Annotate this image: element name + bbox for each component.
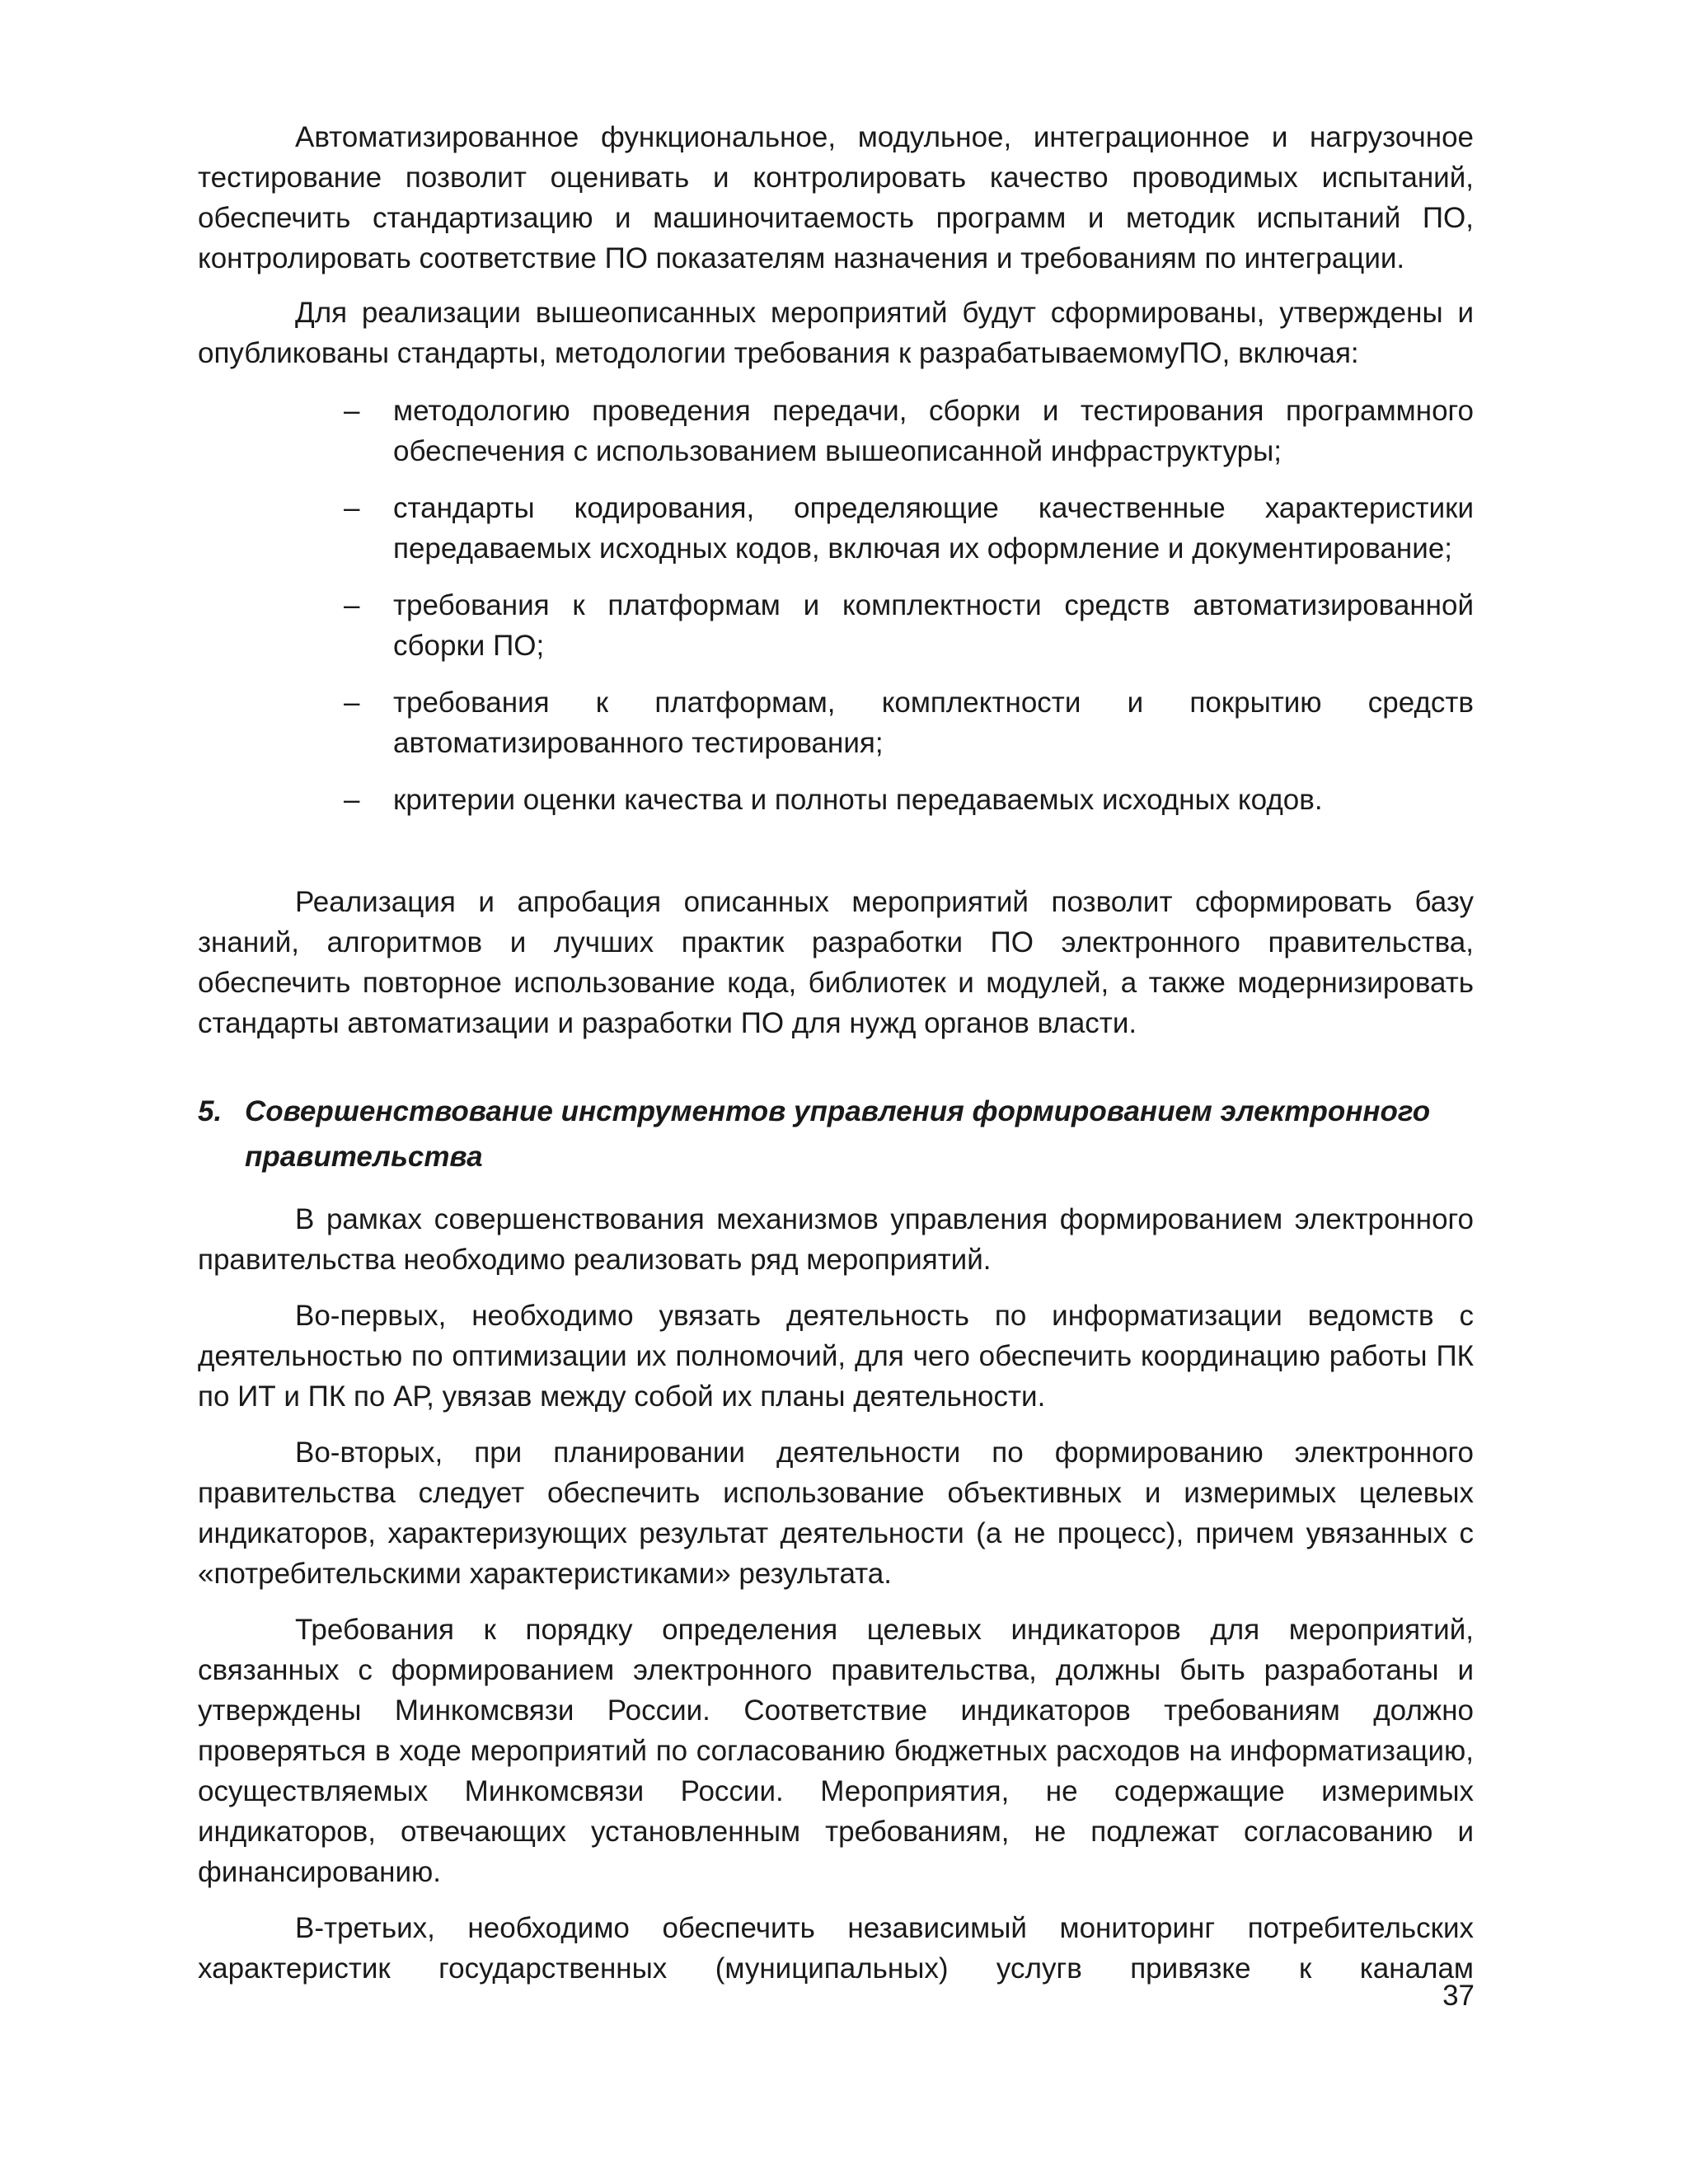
dash-bullet: – xyxy=(344,589,360,621)
paragraph-thirdly: В-третьих, необходимо обеспечить независимый мониторинг потребительских характеристик государственных (муниципальных) услугв привязке к каналам xyxy=(198,1912,1474,1985)
paragraph-indicator-requirements: Требования к порядку определения целевых индикаторов для мероприятий, связанных с формированием электронного правительства, должны быть разработаны и утверждены Минкомсвязи России. Соответствие индикаторов требованиям должно проверяться в ходе мероприятий по согласованию бюджетных расходов на информатизацию, осуществляемых Минкомсвязи России. Мероприятия, не содержащие измеримых индикаторов, отвечающих установленным требованиям, не подлежат согласованию и финансированию. xyxy=(198,1614,1474,1888)
section-number: 5. xyxy=(198,1095,223,1127)
dash-bullet: – xyxy=(344,395,360,427)
list-item-text: критерии оценки качества и полноты передаваемых исходных кодов. xyxy=(393,784,1323,816)
paragraph-framework: В рамках совершенствования механизмов управления формированием электронного правительства необходимо реализовать ряд мероприятий. xyxy=(198,1203,1474,1276)
list-item xyxy=(344,780,1474,820)
list-item-text: требования к платформам и комплектности средств автоматизированной сборки ПО; xyxy=(393,589,1474,662)
section-paragraphs xyxy=(198,1199,1474,1989)
paragraph-automated-testing: Автоматизированное функциональное, модульное, интеграционное и нагрузочное тестирование позволит оценивать и контролировать качество проводимых испытаний, обеспечить стандартизацию и машиночитаемость программ и методик испытаний ПО, контролировать соответствие ПО показателям назначения и требованиям по интеграции. xyxy=(198,121,1474,274)
dash-bullet: – xyxy=(344,687,360,719)
list-item-text: требования к платформам, комплектности и покрытию средств автоматизированного тестирования; xyxy=(393,687,1474,759)
paragraph-standards-intro: Для реализации вышеописанных мероприятий будут сформированы, утверждены и опубликованы стандарты, методологии требования к разрабатываемомуПО, включая: xyxy=(198,297,1474,369)
intro-paragraphs xyxy=(198,117,1474,373)
list-item xyxy=(344,585,1474,666)
list-item-text: методологию проведения передачи, сборки и тестирования программного обеспечения с использованием вышеописанной инфраструктуры; xyxy=(393,395,1474,467)
page-number: 37 xyxy=(1442,1980,1475,2012)
list-item xyxy=(344,488,1474,569)
dash-bullet: – xyxy=(344,492,360,524)
paragraph-outcome: Реализация и апробация описанных мероприятий позволит сформировать базу знаний, алгоритмов и лучших практик разработки ПО электронного правительства, обеспечить повторное использование кода, библиотек и модулей, а также модернизировать стандарты автоматизации и разработки ПО для нужд органов власти. xyxy=(198,886,1474,1039)
list-item xyxy=(344,391,1474,471)
dash-bullet: – xyxy=(344,784,360,816)
requirements-list xyxy=(344,391,1474,820)
paragraph-secondly: Во-вторых, при планировании деятельности по формированию электронного правительства следует обеспечить использование объективных и измеримых целевых индикаторов, характеризующих результат деятельности (а не процесс), причем увязанных с «потребительскими характеристиками» результата. xyxy=(198,1436,1474,1590)
paragraph-firstly: Во-первых, необходимо увязать деятельность по информатизации ведомств с деятельностью по оптимизации их полномочий, для чего обеспечить координацию работы ПК по ИТ и ПК по АР, увязав между собой их планы деятельности. xyxy=(198,1300,1474,1413)
outcome-paragraph-block xyxy=(198,882,1474,1043)
section-heading xyxy=(198,1089,1474,1179)
list-item xyxy=(344,682,1474,763)
list-item-text: стандарты кодирования, определяющие качественные характеристики передаваемых исходных кодов, включая их оформление и документирование; xyxy=(393,492,1474,565)
section-title: Совершенствование инструментов управления формированием электронного правительства xyxy=(245,1095,1431,1173)
